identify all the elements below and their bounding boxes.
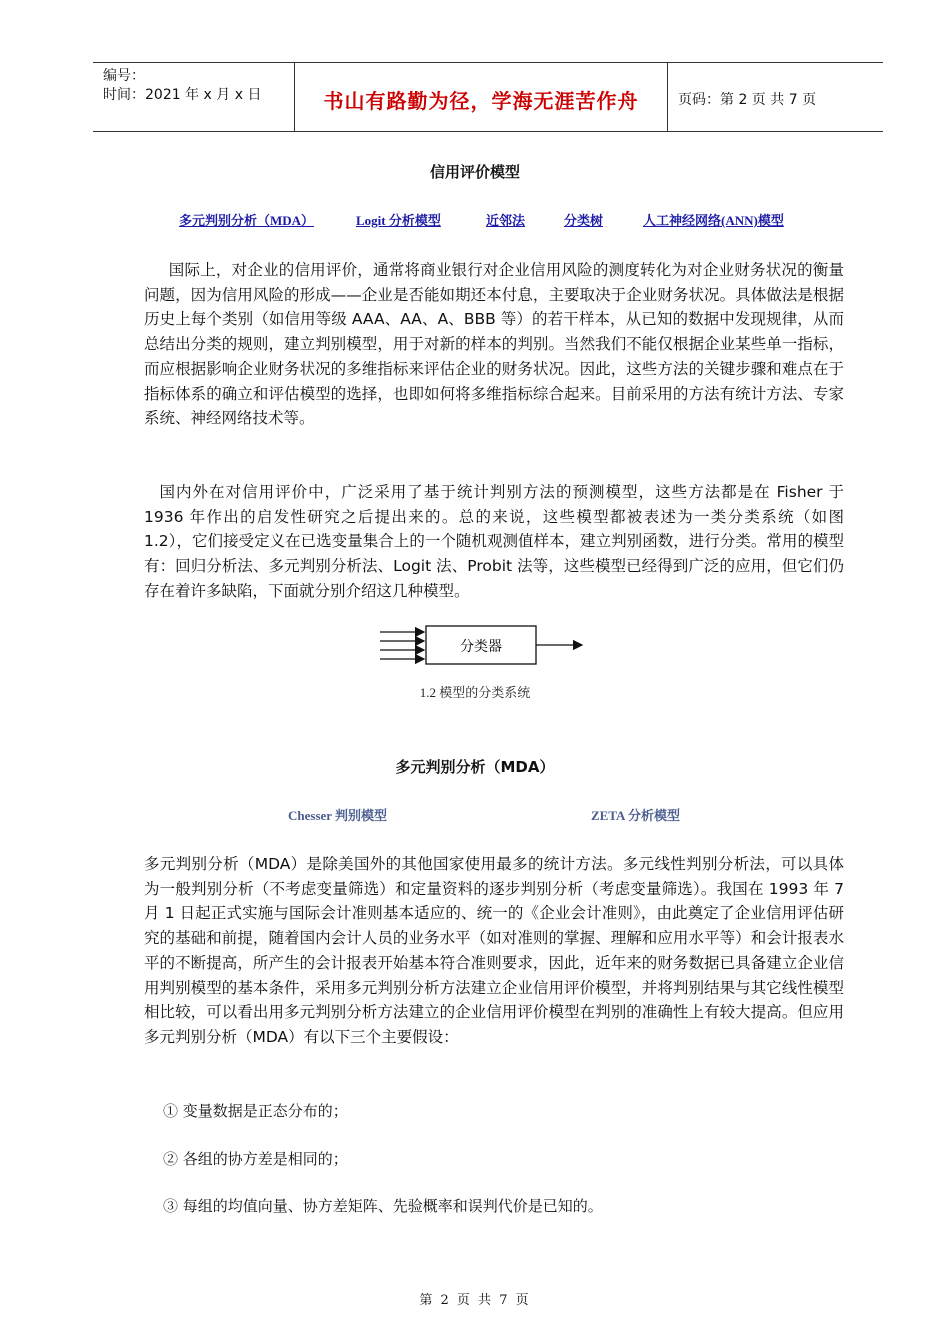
header-page-info: 页码：第 2 页 共 7 页 (678, 92, 817, 108)
figure-caption: 1.2 模型的分类系统 (419, 685, 531, 700)
assumption-item: ③ 每组的均值向量、协方差矩阵、先验概率和误判代价是已知的。 (163, 1197, 603, 1215)
section-title: 多元判别分析（MDA） (395, 758, 555, 776)
link-zeta[interactable]: ZETA 分析模型 (591, 808, 680, 823)
document-time-label: 时间：2021 年 x 月 x 日 (103, 87, 262, 103)
classifier-label: 分类器 (460, 639, 502, 655)
link-ann[interactable]: 人工神经网络(ANN)模型 (643, 213, 784, 228)
page-title: 信用评价模型 (429, 163, 520, 181)
assumption-item: ① 变量数据是正态分布的； (163, 1102, 348, 1120)
header-meta (103, 67, 261, 105)
link-mda[interactable]: 多元判别分析（MDA） (179, 213, 315, 228)
assumption-item: ② 各组的协方差是相同的； (163, 1150, 348, 1168)
paragraph-statistical-models: 国内外在对信用评价中，广泛采用了基于统计判别方法的预测模型，这些方法都是在 Fisher 于 1936 年作出的启发性研究之后提出来的。总的来说，这些模型都被表述为一类分类系统（如图 1.2），它们接受定义在已选变量集合上的一个随机观测值样本，建立判别函数，进行分类。常用的模型有：回归分析法、多元判别分析法、Logit 法、Probit 法等，这些模型已经得到广泛的应用，但它们仍存在着许多缺陷，下面就分别介绍这几种模型。 (144, 483, 844, 600)
page-header (93, 62, 883, 132)
link-logit[interactable]: Logit 分析模型 (356, 213, 441, 228)
link-chesser[interactable]: Chesser 判别模型 (288, 808, 388, 823)
link-classification-tree[interactable]: 分类树 (564, 213, 604, 228)
paragraph-mda: 多元判别分析（MDA）是除美国外的其他国家使用最多的统计方法。多元线性判别分析法，可以具体为一般判别分析（不考虑变量筛选）和定量资料的逐步判别分析（考虑变量筛选）。我国在 1993 年 7 月 1 日起正式实施与国际会计准则基本适应的、统一的《企业会计准则》，由此奠定了企业信用评估研究的基础和前提，随着国内会计人员的业务水平（如对准则的掌握、理解和应用水平等）和会计报表水平的不断提高，所产生的会计报表开始基本符合准则要求，因此，近年来的财务数据已具备建立企业信用判别模型的基本条件，采用多元判别分析方法建立企业信用评价模型，并将判别结果与其它线性模型相比较，可以看出用多元判别分析方法建立的企业信用评价模型在判别的准确性上有较大提高。但应用多元判别分析（MDA）有以下三个主要假设： (144, 855, 844, 1046)
header-motto: 书山有路勤为径，学海无涯苦作舟 (323, 89, 639, 113)
page-footer: 第 2 页 共 7 页 (419, 1293, 531, 1308)
paragraph-intro: 国际上，对企业的信用评价，通常将商业银行对企业信用风险的测度转化为对企业财务状况的衡量问题，因为信用风险的形成——企业是否能如期还本付息，主要取决于企业财务状况。具体做法是根据历史上每个类别（如信用等级 AAA、AA、A、BBB 等）的若干样本，从已知的数据中发现规律，从而总结出分类的规则，建立判别模型，用于对新的样本的判别。当然我们不能仅根据企业某些单一指标，而应根据影响企业财务状况的多维指标来评估企业的财务状况。因此，这些方法的关键步骤和难点在于指标体系的确立和评估模型的选择，也即如何将多维指标综合起来。目前采用的方法有统计方法、专家系统、神经网络技术等。 (144, 261, 844, 428)
header-divider (667, 63, 668, 131)
document-number-label: 编号： (103, 68, 145, 84)
classifier-diagram (380, 622, 590, 668)
link-knn[interactable]: 近邻法 (486, 213, 526, 228)
